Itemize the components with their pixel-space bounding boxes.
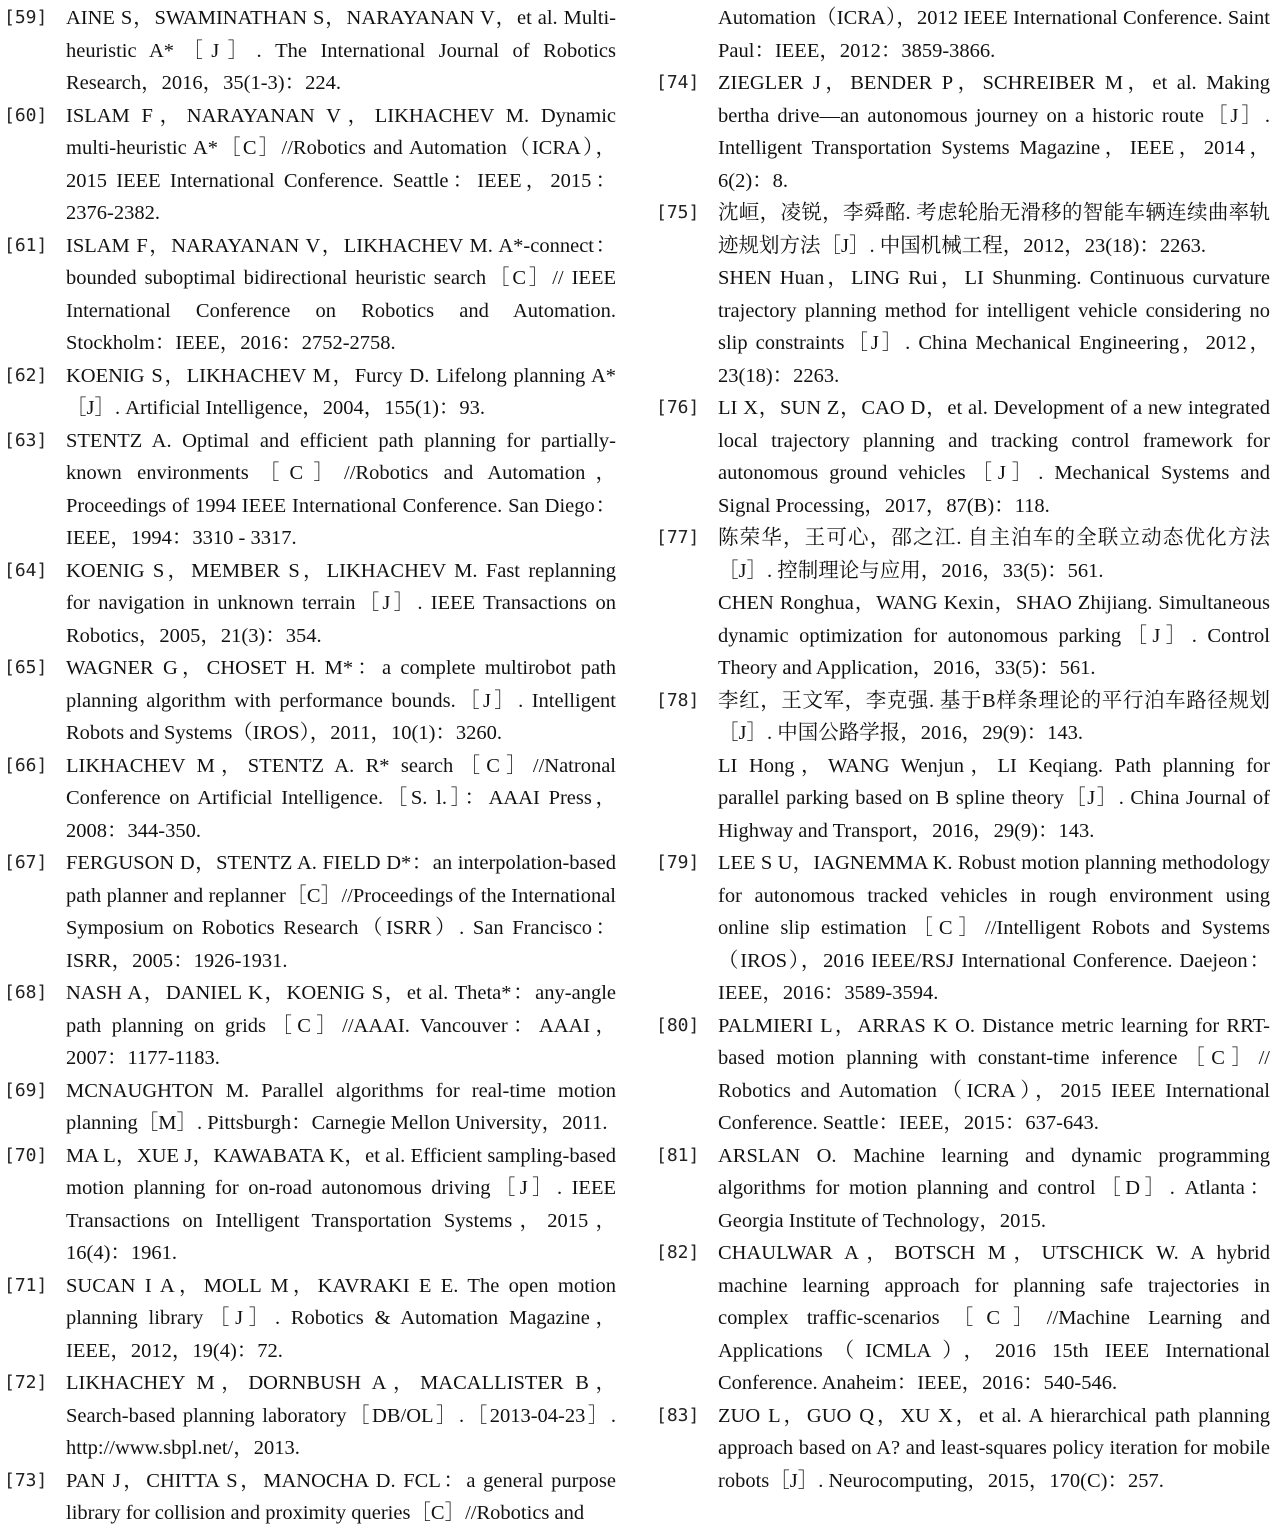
reference-text: PALMIERI L，ARRAS K O. Distance metric learning for RRT-based motion planning with constant-time inference［C］// Robotics and Automation（ICRA），2015 IEEE International Conference. Seattle：IEEE，2015：637-643.: [718, 1014, 1270, 1134]
reference-entry: [656, 847, 1270, 1010]
reference-entry: [656, 197, 1270, 392]
reference-entry: [4, 1075, 616, 1140]
reference-text: FERGUSON D，STENTZ A. FIELD D*：an interpolation-based path planner and replanner［C］//Proceedings of the International Symposium on Robotics Research（ISRR）. San Francisco：ISRR，2005：1926-1931.: [66, 852, 616, 972]
reference-entry: [4, 1270, 616, 1368]
reference-number: [82]: [656, 1242, 700, 1263]
reference-entry: [656, 522, 1270, 685]
reference-entry: [4, 2, 616, 100]
reference-text: 李红，王文军，李克强. 基于B样条理论的平行泊车路径规划［J］. 中国公路学报，2016，29(9)：143.: [718, 689, 1270, 744]
reference-number: [74]: [656, 72, 700, 93]
reference-entry: [4, 425, 616, 555]
reference-text: WAGNER G，CHOSET H. M*：a complete multirobot path planning algorithm with performance bounds.［J］. Intelligent Robots and Systems（IROS），2011，10(1)：3260.: [66, 657, 616, 744]
reference-number: [70]: [4, 1144, 48, 1166]
reference-text: AINE S，SWAMINATHAN S，NARAYANAN V，et al. Multi-heuristic A*［J］. The International Journal of Robotics Research，2016，35(1-3)：224.: [66, 7, 616, 94]
reference-text: KOENIG S，LIKHACHEV M，Furcy D. Lifelong planning A*［J］. Artificial Intelligence，2004，155(1)：93.: [66, 364, 616, 419]
reference-entry: [4, 1465, 616, 1530]
reference-entry: [656, 392, 1270, 522]
reference-text: LI X，SUN Z，CAO D，et al. Development of a new integrated local trajectory planning and tracking control framework for autonomous ground vehicles［J］. Mechanical Systems and Signal Processing，2017，87(B)：118.: [718, 397, 1270, 517]
reference-text: MCNAUGHTON M. Parallel algorithms for real-time motion planning［M］. Pittsburgh：Carnegie Mellon University，2011.: [66, 1079, 616, 1134]
reference-text: ARSLAN O. Machine learning and dynamic programming algorithms for motion planning and control［D］. Atlanta：Georgia Institute of Technology，2015.: [718, 1144, 1270, 1232]
right-column: [656, 2, 1270, 1497]
reference-number: [62]: [4, 364, 48, 386]
reference-entry: [4, 1140, 616, 1270]
reference-number: [60]: [4, 104, 48, 126]
reference-english-translation: SHEN Huan，LING Rui，LI Shunming. Continuous curvature trajectory planning method for intelligent vehicle considering no slip constraints［J］. China Mechanical Engineering，2012，23(18)：2263.: [718, 267, 1270, 387]
reference-number: [78]: [656, 689, 700, 711]
reference-text: LEE S U，IAGNEMMA K. Robust motion planning methodology for autonomous tracked vehicles in rough environment using online slip estimation［C］//Intelligent Robots and Systems（IROS），2016 IEEE/RSJ International Conference. Daejeon：IEEE，2016：3589-3594.: [718, 852, 1270, 1004]
reference-number: [61]: [4, 234, 48, 256]
reference-text: LIKHACHEY M，DORNBUSH A，MACALLISTER B，Search-based planning laboratory［DB/OL］.［2013-04-23］. http://www.sbpl.net/，2013.: [66, 1372, 616, 1459]
reference-number: [65]: [4, 657, 48, 678]
left-column: [4, 2, 616, 1530]
reference-text: NASH A，DANIEL K，KOENIG S，et al. Theta*：any-angle path planning on grids［C］//AAAI. Vancouver：AAAI，2007：1177-1183.: [66, 982, 616, 1069]
reference-number: [79]: [656, 852, 700, 873]
reference-number: [76]: [656, 397, 700, 418]
reference-entry: [4, 652, 616, 750]
reference-entry: [4, 977, 616, 1075]
reference-text: 沈峘，凌锐，李舜酩. 考虑轮胎无滑移的智能车辆连续曲率轨迹规划方法［J］. 中国机械工程，2012，23(18)：2263.: [718, 202, 1270, 257]
reference-number: [64]: [4, 559, 48, 581]
reference-text: ISLAM F，NARAYANAN V，LIKHACHEV M. A*-connect：bounded suboptimal bidirectional heuristic search［C］// IEEE International Conference on Robotics and Automation. Stockholm：IEEE，2016：2752-2758.: [66, 234, 616, 354]
reference-entry: [656, 1140, 1270, 1238]
reference-text: MA L，XUE J，KAWABATA K，et al. Efficient sampling-based motion planning for on-road autonomous driving［J］. IEEE Transactions on Intelligent Transportation Systems，2015，16(4)：1961.: [66, 1144, 616, 1264]
reference-number: [75]: [656, 202, 700, 223]
reference-entry: [656, 685, 1270, 848]
reference-text: CHAULWAR A，BOTSCH M，UTSCHICK W. A hybrid machine learning approach for planning safe trajectories in complex traffic-scenarios［C］//Machine Learning and Applications（ICMLA），2016 15th IEEE International Conference. Anaheim：IEEE，2016：540-546.: [718, 1242, 1270, 1394]
reference-entry: [4, 230, 616, 360]
reference-number: [63]: [4, 429, 48, 451]
reference-text: ZUO L，GUO Q，XU X，et al. A hierarchical path planning approach based on A? and least-squares policy iteration for mobile robots［J］. Neurocomputing，2015，170(C)：257.: [718, 1404, 1270, 1492]
reference-entry: [4, 360, 616, 425]
reference-continuation: Automation（ICRA），2012 IEEE International Conference. Saint Paul：IEEE，2012：3859-3866.: [718, 7, 1270, 62]
reference-text: LIKHACHEV M，STENTZ A. R* search［C］//Natronal Conference on Artificial Intelligence.［S. l.］：AAAI Press，2008：344-350.: [66, 754, 616, 842]
reference-entry: [4, 847, 616, 977]
reference-number: [83]: [656, 1404, 700, 1426]
reference-entry: [4, 555, 616, 653]
reference-entry: [4, 1367, 616, 1465]
reference-text: ZIEGLER J，BENDER P，SCHREIBER M，et al. Making bertha drive—an autonomous journey on a historic route［J］. Intelligent Transportation Systems Magazine，IEEE，2014，6(2)：8.: [718, 72, 1270, 192]
reference-entry: [4, 750, 616, 848]
reference-number: [67]: [4, 852, 48, 873]
reference-number: [73]: [4, 1469, 48, 1491]
reference-entry: [656, 1237, 1270, 1400]
reference-number: [59]: [4, 7, 48, 28]
reference-number: [66]: [4, 754, 48, 776]
reference-number: [81]: [656, 1144, 700, 1166]
reference-number: [69]: [4, 1079, 48, 1101]
reference-text: KOENIG S，MEMBER S，LIKHACHEV M. Fast replanning for navigation in unknown terrain［J］. IEEE Transactions on Robotics，2005，21(3)：354.: [66, 559, 616, 647]
reference-english-translation: CHEN Ronghua，WANG Kexin，SHAO Zhijiang. Simultaneous dynamic optimization for autonomous parking［J］. Control Theory and Application，2016，33(5)：561.: [718, 592, 1270, 679]
reference-text: ISLAM F，NARAYANAN V，LIKHACHEV M. Dynamic multi-heuristic A*［C］//Robotics and Automation（ICRA），2015 IEEE International Conference. Seattle：IEEE，2015：2376-2382.: [66, 104, 616, 224]
reference-number: [77]: [656, 527, 700, 548]
reference-entry: [656, 67, 1270, 197]
reference-text: 陈荣华，王可心，邵之江. 自主泊车的全联立动态优化方法［J］. 控制理论与应用，2016，33(5)：561.: [718, 527, 1270, 582]
reference-number: [80]: [656, 1014, 700, 1036]
reference-entry: [656, 1400, 1270, 1498]
reference-number: [72]: [4, 1372, 48, 1393]
reference-entry: [656, 1010, 1270, 1140]
reference-number: [71]: [4, 1274, 48, 1296]
reference-text: PAN J，CHITTA S，MANOCHA D. FCL：a general purpose library for collision and proximity queries［C］//Robotics and: [66, 1469, 616, 1524]
reference-entry: [4, 100, 616, 230]
reference-text: STENTZ A. Optimal and efficient path planning for partially-known environments［C］//Robotics and Automation，Proceedings of 1994 IEEE International Conference. San Diego：IEEE，1994：3310 - 3317.: [66, 429, 616, 549]
reference-english-translation: LI Hong，WANG Wenjun，LI Keqiang. Path planning for parallel parking based on B spline theory［J］. China Journal of Highway and Transport，2016，29(9)：143.: [718, 754, 1270, 842]
reference-text: SUCAN I A，MOLL M，KAVRAKI E E. The open motion planning library［J］. Robotics & Automation Magazine，IEEE，2012，19(4)：72.: [66, 1274, 616, 1362]
reference-number: [68]: [4, 982, 48, 1003]
